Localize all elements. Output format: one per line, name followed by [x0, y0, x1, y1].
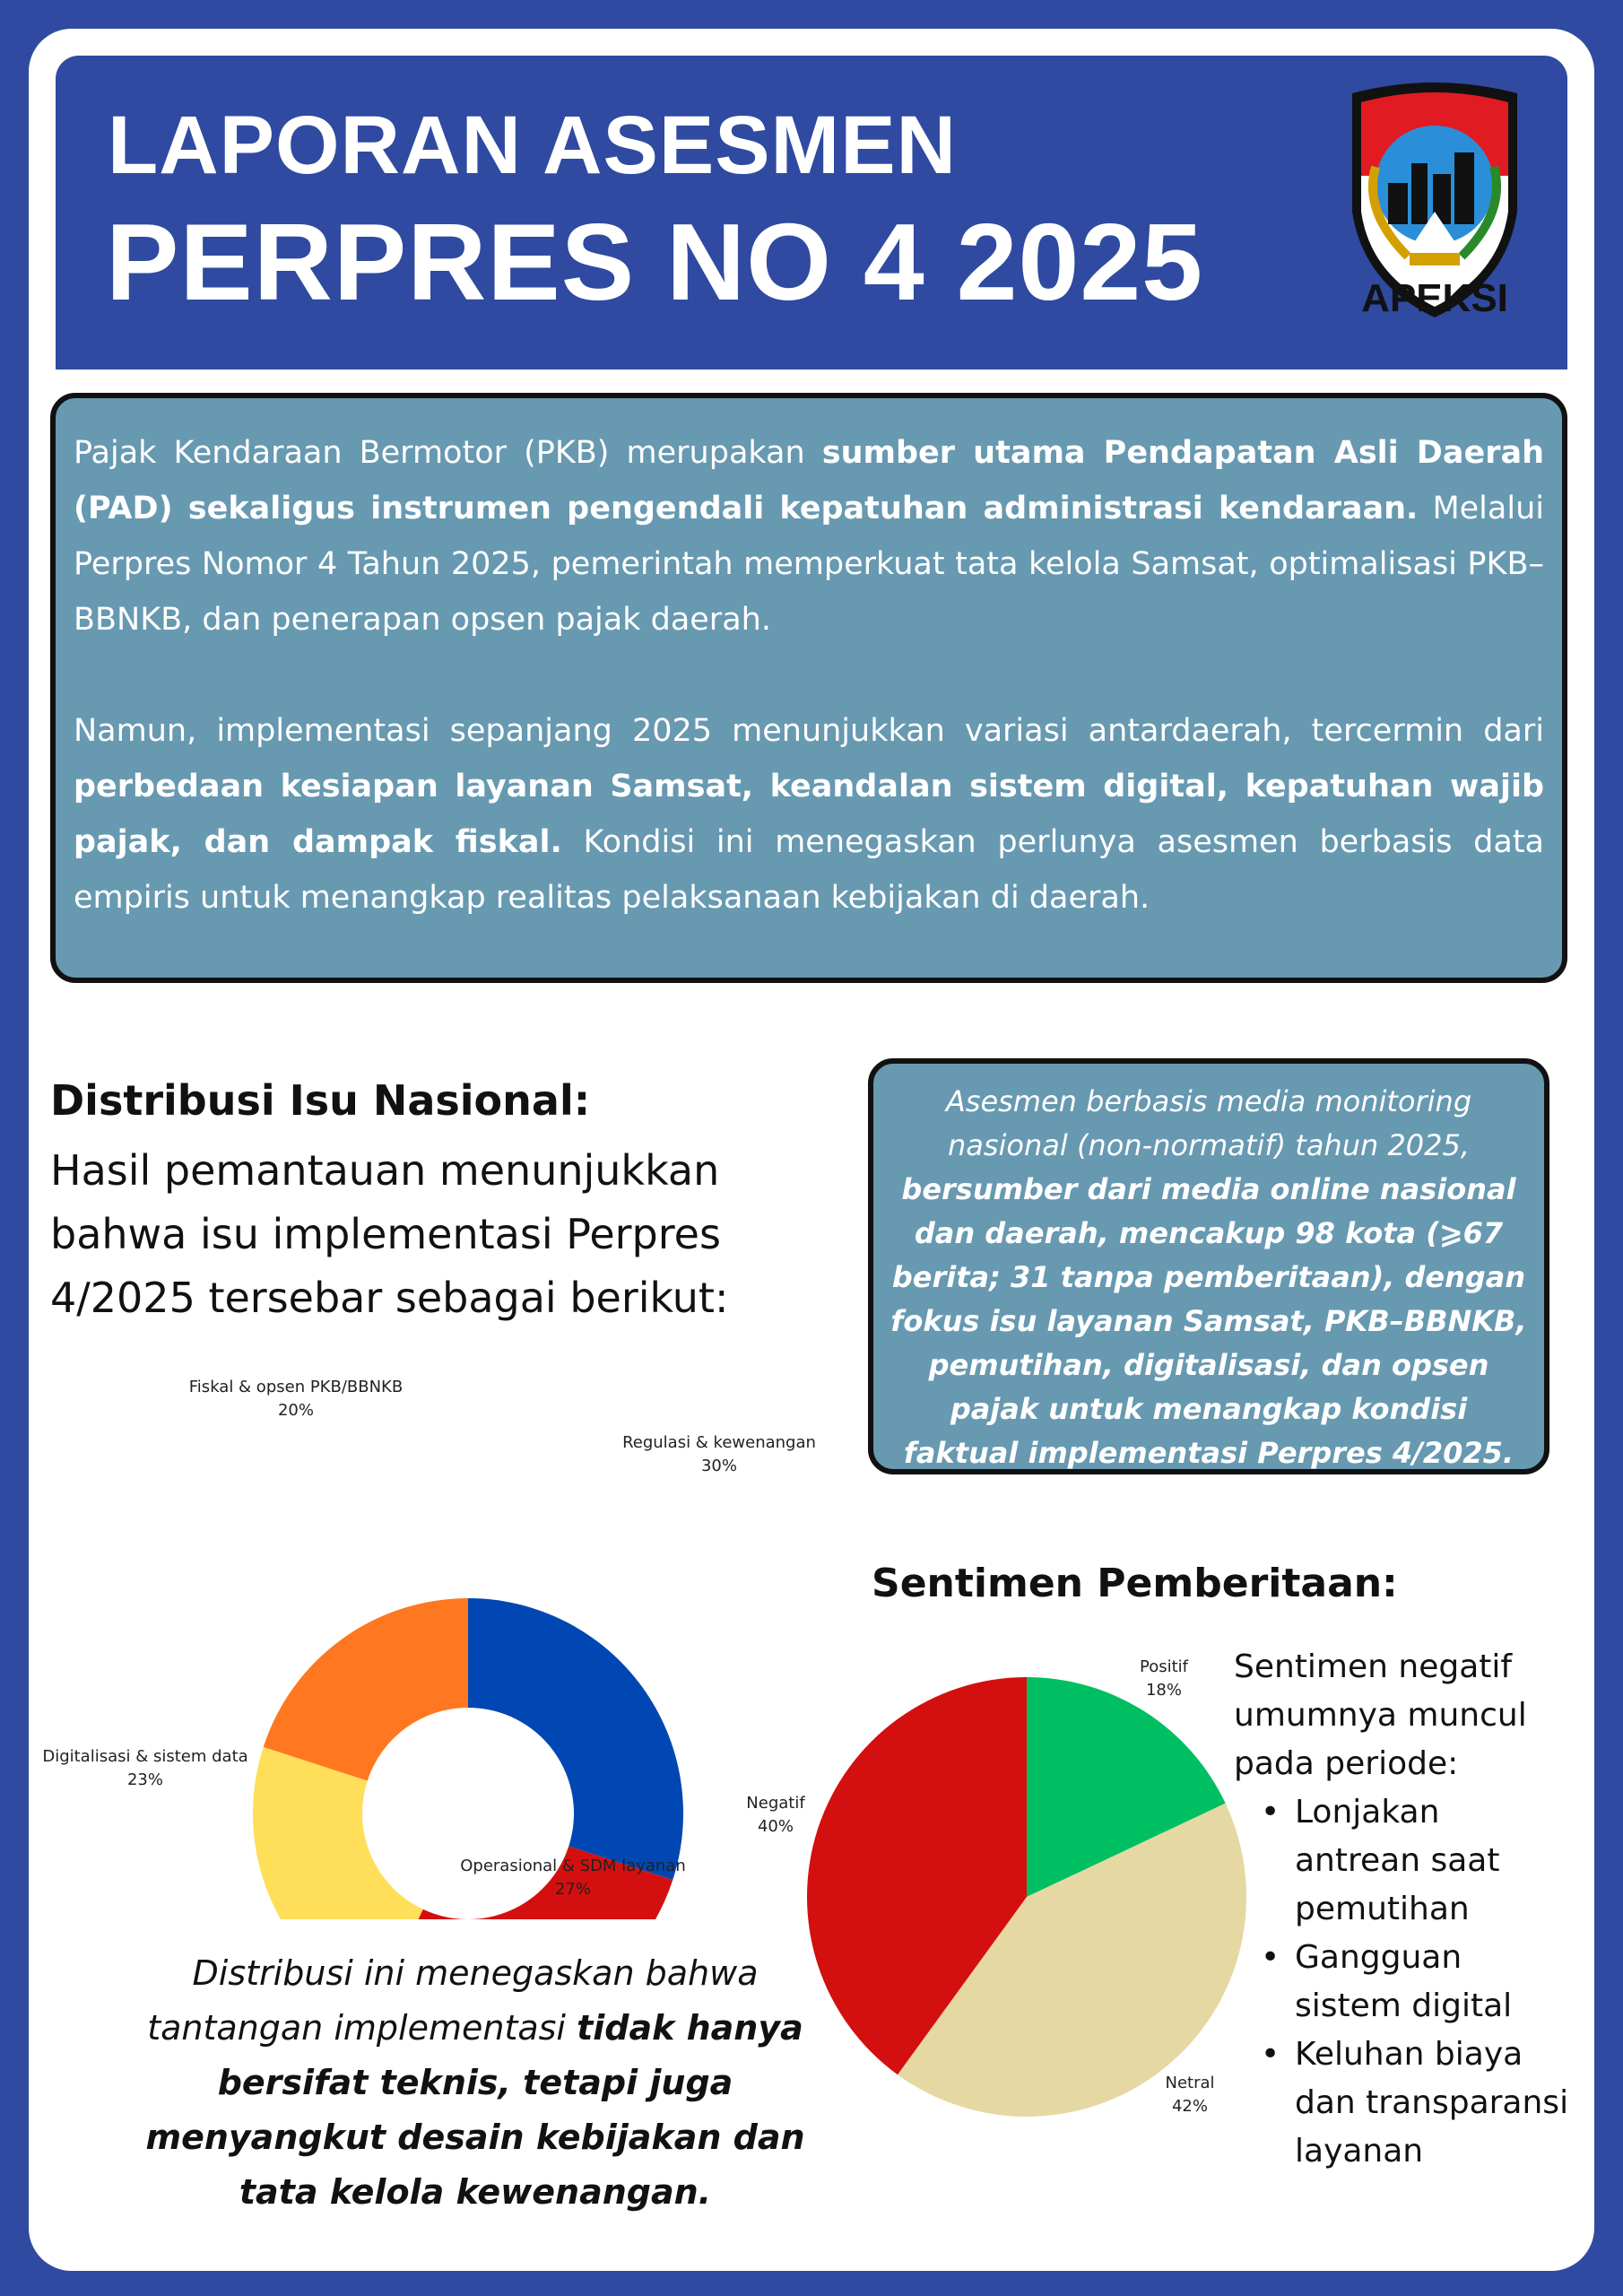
slice-regulasi-kewenangan: [468, 1598, 683, 1880]
slice-label-negatif: Negatif: [746, 1794, 805, 1813]
slice-value-digitalisasi-sistem-data: 23%: [126, 1770, 164, 1789]
slice-value-negatif: 40%: [757, 1817, 794, 1836]
sentiment-bullet: • Lonjakan antrean saat pemutihan: [1234, 1788, 1575, 1934]
slice-label-fiskal-opsen-pkb-bbnkb: Fiskal & opsen PKB/BBNKB: [188, 1378, 404, 1396]
slice-value-netral: 42%: [1171, 2097, 1209, 2116]
intro-box: [50, 393, 1567, 983]
slice-value-positif: 18%: [1145, 1681, 1183, 1700]
method-bold: bersumber dari media online nasional dan daerah, mencakup 98 kota (⩾67 berita; 31 tanpa pemberitaan), dengan fokus isu layanan Samsat, PKB–BBNKB, pemutihan, digitalisasi, dan opsen pajak untuk menangkap kondisi faktual implementasi Perpres 4/2025.: [890, 1172, 1527, 1470]
conclusion-text: [135, 1946, 816, 2220]
slice-digitalisasi-sistem-data: [253, 1747, 423, 1919]
intro-p2-bold: perbedaan kesiapan layanan Samsat, keandalan sistem digital, kepatuhan wajib pajak, dan dampak fiskal.: [74, 769, 1544, 860]
slice-label-digitalisasi-sistem-data: Digitalisasi & sistem data: [42, 1747, 248, 1766]
intro-paragraph-2: [74, 703, 1544, 926]
sentiment-bullet: • Gangguan sistem digital: [1234, 1934, 1575, 2031]
intro-paragraph-1: [74, 425, 1544, 648]
slice-value-regulasi-kewenangan: 30%: [700, 1457, 738, 1475]
sentiment-heading: Sentimen Pemberitaan:: [872, 1561, 1398, 1606]
title-line-2: PERPRES NO 4 2025: [106, 201, 1204, 323]
slice-label-regulasi-kewenangan: Regulasi & kewenangan: [622, 1433, 816, 1452]
conclusion-regular: Distribusi ini menegaskan bahwa tantangan implementasi: [147, 1953, 759, 2048]
method-box: [868, 1058, 1549, 1474]
intro-p1-bold: sumber utama Pendapatan Asli Daerah (PAD) sekaligus instrumen pengendali kepatuhan administrasi kendaraan.: [74, 435, 1544, 526]
intro-p2-tail: Kondisi ini menegaskan perlunya asesmen berbasis data empiris untuk menangkap realitas pelaksanaan kebijakan di daerah.: [74, 824, 1544, 916]
sentiment-intro: Sentimen negatif umumnya muncul pada periode:: [1234, 1648, 1527, 1782]
logo-text: APEKSI: [1361, 276, 1508, 320]
title-line-1: LAPORAN ASESMEN: [108, 100, 957, 191]
slice-value-fiskal-opsen-pkb-bbnkb: 20%: [277, 1401, 315, 1420]
intro-p1-tail: Melalui Perpres Nomor 4 Tahun 2025, pemerintah memperkuat tata kelola Samsat, optimalisasi PKB–BBNKB, dan penerapan opsen pajak daerah.: [74, 491, 1544, 638]
slice-label-positif: Positif: [1140, 1657, 1188, 1676]
sentiment-bullet: • Keluhan biaya dan transparansi layanan: [1234, 2031, 1575, 2176]
slice-fiskal-opsen-pkb-bbnkb: [264, 1598, 468, 1781]
distribution-text: Hasil pemantauan menunjukkan bahwa isu implementasi Perpres 4/2025 tersebar sebagai berikut:: [50, 1146, 729, 1322]
sentiment-bullet-list: [1234, 1788, 1575, 2176]
slice-label-netral: Netral: [1165, 2074, 1215, 2092]
method-text: Asesmen berbasis media monitoring nasional (non-normatif) tahun 2025,: [945, 1084, 1472, 1162]
slice-value-operasional-sdm-layanan: 27%: [554, 1880, 592, 1899]
conclusion-bold: tidak hanya bersifat teknis, tetapi juga menyangkut desain kebijakan dan tata kelola kewenangan.: [145, 2008, 805, 2212]
distribution-heading: Distribusi Isu Nasional:: [50, 1076, 591, 1125]
sentiment-text: [1234, 1643, 1575, 2176]
intro-p1-text: Pajak Kendaraan Bermotor (PKB) merupakan: [74, 435, 822, 471]
intro-p2-text: Namun, implementasi sepanjang 2025 menunjukkan variasi antardaerah, tercermin dari: [74, 713, 1544, 749]
slice-label-operasional-sdm-layanan: Operasional & SDM layanan: [460, 1857, 686, 1875]
